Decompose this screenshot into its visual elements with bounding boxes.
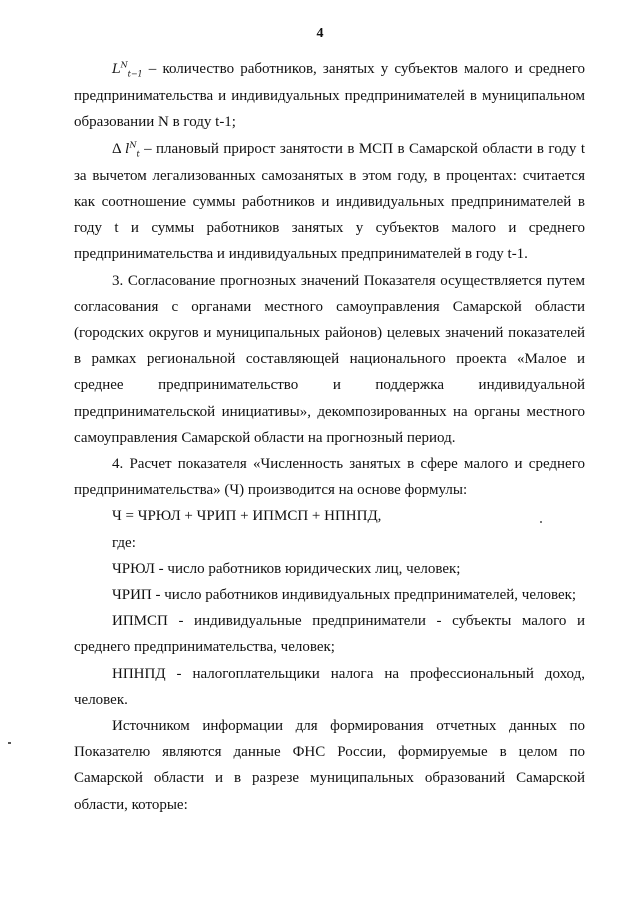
page-number: 4 xyxy=(316,26,324,41)
symbol-base: l xyxy=(125,141,130,157)
definition-ipmsp: ИПМСП - индивидуальные предприниматели - субъекты малого и среднего предпринимательства, человек; xyxy=(74,613,585,656)
symbol-superscript: N xyxy=(120,60,128,70)
paragraph-4: 4. Расчет показателя «Численность занятых в сфере малого и среднего предпринимательства» (Ч) производится на основе формулы: xyxy=(74,456,585,499)
formula: Ч = ЧРЮЛ + ЧРИП + ИПМСП + НПНПД, xyxy=(112,508,382,525)
symbol-superscript: N xyxy=(129,140,137,150)
definition-npnpd: НПНПД - налогоплательщики налога на профессиональный доход, человек. xyxy=(74,665,585,708)
definition-text: – плановый прирост занятости в МСП в Самарской области в году t за вычетом легализованных самозанятых в этом году, в процентах: считается как соотношение суммы работников и индивидуальных предпринимателей в году t и суммы работников занятых у субъектов малого и среднего предпринимательства и индивидуальных предпринимателей в году t-1. xyxy=(74,140,586,263)
symbol-subscript: t xyxy=(136,149,140,159)
scan-dot xyxy=(540,521,542,523)
document-body xyxy=(74,56,585,818)
delta-symbol: Δ xyxy=(112,140,126,157)
math-symbol-l-lower xyxy=(125,142,139,157)
scan-mark xyxy=(8,742,11,744)
symbol-subscript: t−1 xyxy=(127,69,143,79)
definition-text: – количество работников, занятых у субъектов малого и среднего предпринимательства и индивидуальных предпринимателей в муниципальном образовании N в году t-1; xyxy=(74,61,585,131)
paragraph-3: 3. Согласование прогнозных значений Показателя осуществляется путем согласования с органами местного самоуправления Самарской области (городских округов и муниципальных районов) целевых значений показателей в рамках региональной составляющей национального проекта «Малое и среднее предпринимательство и поддержка индивидуальной предпринимательской инициативы», декомпозированных на органы местного самоуправления Самарской области на прогнозный период. xyxy=(74,272,585,446)
definition-paragraph-delta-l xyxy=(74,136,585,268)
definition-chrip: ЧРИП - число работников индивидуальных предпринимателей, человек; xyxy=(112,587,577,604)
math-symbol-l xyxy=(112,62,143,77)
paragraph-source: Источником информации для формирования отчетных данных по Показателю являются данные ФНС России, формируемые в целом по Самарской области и в разрезе муниципальных образований Самарской области, которые: xyxy=(74,718,585,813)
symbol-base: L xyxy=(112,62,121,77)
definition-chryul: ЧРЮЛ - число работников юридических лиц, человек; xyxy=(112,560,461,577)
definition-paragraph-l-n xyxy=(74,56,585,136)
where-label: где: xyxy=(112,534,136,551)
